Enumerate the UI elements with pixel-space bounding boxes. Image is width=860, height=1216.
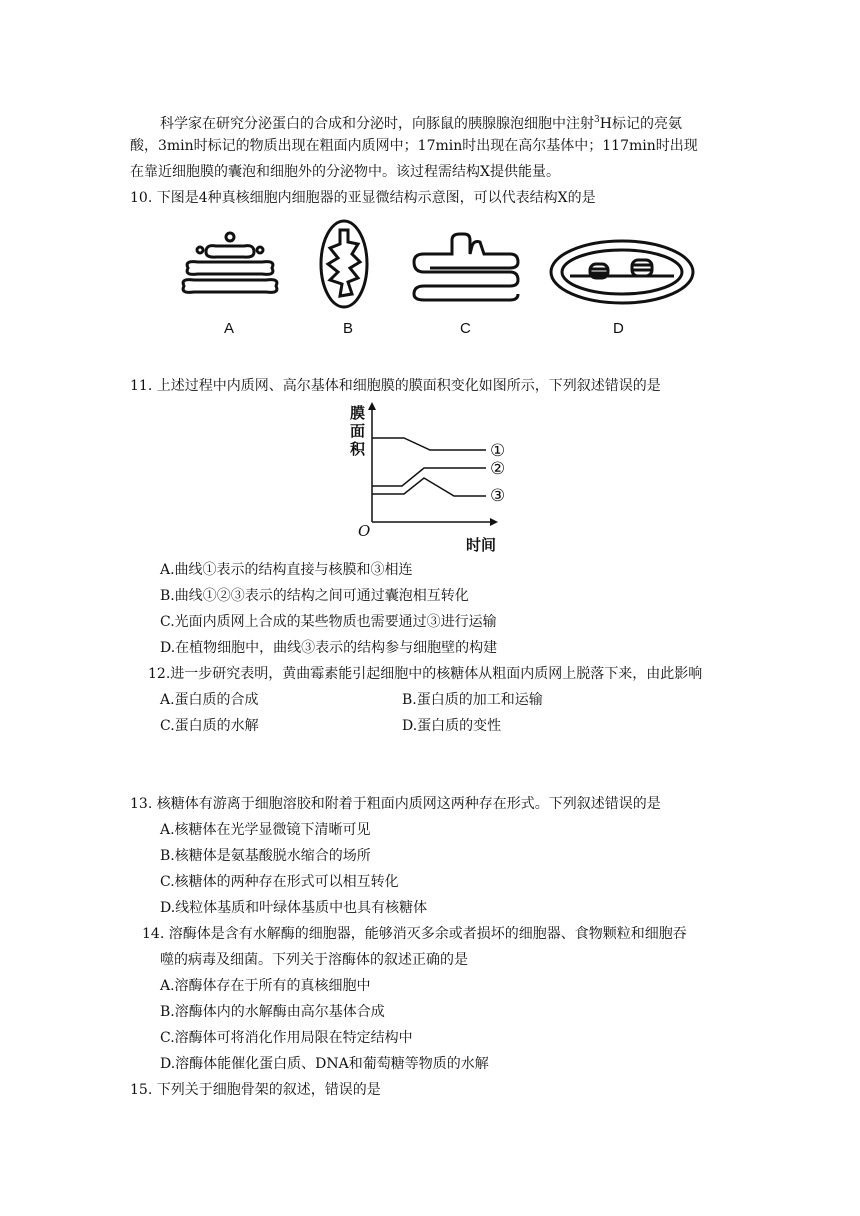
curve-label-2: ②: [490, 459, 506, 479]
q13-option-c: C.核糖体的两种存在形式可以相互转化: [160, 874, 399, 890]
curve-1: [372, 438, 486, 450]
organelle-label-c: C: [460, 320, 471, 337]
curve-label-1: ①: [490, 441, 506, 461]
chart-ylabel-1: 膜: [350, 404, 366, 422]
q11-option-b: B.曲线①②③表示的结构之间可通过囊泡相互转化: [160, 588, 469, 604]
q14-option-d: D.溶酶体能催化蛋白质、DNA和葡萄糖等物质的水解: [160, 1056, 489, 1072]
q13-option-d: D.线粒体基质和叶绿体基质中也具有核糖体: [160, 900, 428, 916]
q14-option-a: A.溶酶体存在于所有的真核细胞中: [160, 978, 371, 994]
q12-option-b: B.蛋白质的加工和运输: [402, 692, 543, 708]
question-10-stem: 10. 下图是4种真核细胞内细胞器的亚显微结构示意图，可以代表结构X的是: [130, 190, 596, 206]
q12-option-d: D.蛋白质的变性: [402, 718, 502, 734]
q12-option-a: A.蛋白质的合成: [160, 692, 259, 708]
intro-line-1: 科学家在研究分泌蛋白的合成和分泌时，向豚鼠的胰腺腺泡细胞中注射$^3$H标记的亮氨: [160, 115, 682, 132]
curve-2: [372, 468, 486, 486]
q13-option-b: B.核糖体是氨基酸脱水缩合的场所: [160, 848, 371, 864]
question-12-stem: 12.进一步研究表明，黄曲霉素能引起细胞中的核糖体从粗面内质网上脱落下来，由此影响: [148, 666, 703, 682]
q13-option-a: A.核糖体在光学显微镜下清晰可见: [160, 822, 371, 838]
organelle-a-golgi-diagram: [180, 230, 280, 310]
question-14-stem-line-1: 14. 溶酶体是含有水解酶的细胞器，能够消灭多余或者损坏的细胞器、食物颗粒和细胞吞: [142, 926, 687, 942]
organelle-c-endoplasmic-reticulum-diagram: [410, 232, 522, 302]
organelle-label-b: B: [343, 320, 354, 337]
q11-option-c: C.光面内质网上合成的某些物质也需要通过③进行运输: [160, 614, 497, 630]
curve-label-3: ③: [490, 486, 506, 506]
q11-option-a: A.曲线①表示的结构直接与核膜和③相连: [160, 562, 413, 578]
organelle-label-a: A: [224, 320, 235, 337]
membrane-area-chart: [330, 400, 530, 560]
chart-origin-label: O: [358, 522, 371, 540]
q12-option-c: C.蛋白质的水解: [160, 718, 259, 734]
chart-ylabel-2: 面: [350, 422, 366, 440]
question-11-stem: 11. 上述过程中内质网、高尔基体和细胞膜的膜面积变化如图所示，下列叙述错误的是: [130, 378, 661, 394]
q14-option-b: B.溶酶体内的水解酶由高尔基体合成: [160, 1004, 385, 1020]
q11-option-d: D.在植物细胞中，曲线③表示的结构参与细胞壁的构建: [160, 640, 498, 656]
chart-ylabel-3: 积: [350, 440, 366, 458]
question-14-stem-line-2: 噬的病毒及细菌。下列关于溶酶体的叙述正确的是: [160, 952, 468, 968]
organelle-label-d: D: [613, 320, 624, 337]
intro-line-3: 在靠近细胞膜的囊泡和细胞外的分泌物中。该过程需结构X提供能量。: [130, 164, 560, 180]
chart-xlabel: 时间: [466, 536, 497, 554]
question-13-stem: 13. 核糖体有游离于细胞溶胶和附着于粗面内质网这两种存在形式。下列叙述错误的是: [130, 796, 661, 812]
organelle-d-chloroplast-diagram: [548, 238, 696, 306]
question-15-stem: 15. 下列关于细胞骨架的叙述，错误的是: [130, 1082, 381, 1098]
q14-option-c: C.溶酶体可将消化作用局限在特定结构中: [160, 1030, 413, 1046]
curve-3: [372, 478, 486, 496]
organelle-b-mitochondrion-diagram: [318, 218, 370, 310]
intro-line-2: 酸，3min时标记的物质出现在粗面内质网中；17min时出现在高尔基体中；117min时出现: [130, 138, 698, 154]
